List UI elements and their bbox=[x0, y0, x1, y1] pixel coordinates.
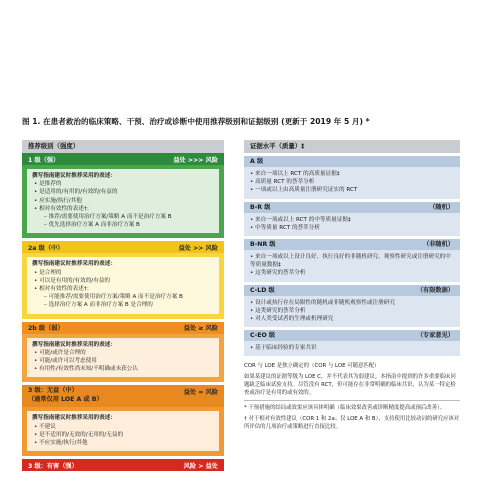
list-subitem: – 选择治疗方案 A 而非治疗方案 B 是合理的 bbox=[32, 301, 214, 309]
list-subitem: – 优先选择治疗方案 A 而非治疗方案 B bbox=[32, 221, 214, 229]
class-2b-label: 2b 级（弱） bbox=[28, 325, 64, 333]
list-subitem: – 可能推荐/需要使用治疗方案/策略 A 而不是治疗方案 B bbox=[32, 293, 214, 301]
recommendation-class-column bbox=[22, 140, 224, 471]
level-bnr-tag: （非随机） bbox=[423, 241, 454, 249]
list-item: • 不建议 bbox=[32, 423, 214, 431]
level-cld-band bbox=[244, 285, 460, 296]
level-cld-tag: （有限数据） bbox=[416, 286, 454, 294]
level-bnr-band bbox=[244, 239, 460, 250]
level-bnr-body bbox=[244, 250, 460, 282]
class-2a-label: 2a 级（中） bbox=[28, 244, 64, 252]
class-3-no-benefit-heading: 撰写指南建议时推荐采用的表述： bbox=[32, 415, 116, 422]
class-2a-ratio: 益处 >> 风险 bbox=[178, 244, 218, 252]
class-2a-phrases bbox=[27, 257, 219, 313]
list-item: • 是合理的 bbox=[32, 269, 214, 277]
level-ceo-label: C-EO 级 bbox=[250, 332, 276, 340]
level-ceo-tag: （专家意见） bbox=[416, 332, 454, 340]
list-item: • 应实施/执行/其他 bbox=[32, 197, 214, 205]
level-ceo-band bbox=[244, 330, 460, 341]
class-1-phrases bbox=[27, 169, 219, 233]
class-2b-heading: 撰写指南建议时推荐采用的表述： bbox=[32, 341, 116, 348]
list-item: • 设计或执行存在局限性的随机或非随机观察性或注册研究 bbox=[250, 299, 454, 307]
list-subitem: – 推荐/需要使用治疗方案/策略 A 而不是治疗方案 B bbox=[32, 213, 214, 221]
list-item: • 是推荐的 bbox=[32, 180, 214, 188]
level-br-body bbox=[244, 213, 460, 236]
class-3-no-benefit-phrases bbox=[27, 411, 219, 451]
level-a-body bbox=[244, 167, 460, 199]
level-a-label: A 级 bbox=[250, 158, 264, 165]
note-loe-c: 如果某建议的证据等级为 LOE C，并不代表其为弱建议。本指南中提到的许多重要临床问题缺乏临床试验支持。尽管没有 RCT，但可能存在非常明确的临床共识，认为某一特定检查或治疗是有用的或有效的。 bbox=[244, 374, 456, 397]
list-item: • 中等质量 RCT 的荟萃分析 bbox=[250, 224, 454, 232]
list-item: • 这类研究的荟萃分析 bbox=[250, 269, 454, 277]
list-item: • 高质量 RCT 的荟萃分析 bbox=[250, 178, 454, 186]
list-item: • 来自一项以上 RCT 的高质量证据‡ bbox=[250, 170, 454, 178]
list-item: • 可能/或许可以考虑使用 bbox=[32, 357, 214, 365]
class-3-no-benefit-section bbox=[22, 385, 224, 456]
class-3-no-benefit-note: （通常仅用 LOE A 或 B） bbox=[28, 395, 103, 403]
class-2b-ratio: 益处 ≥ 风险 bbox=[183, 325, 218, 333]
level-a-band bbox=[244, 156, 460, 167]
level-cld-label: C-LD 级 bbox=[250, 286, 275, 294]
evidence-level-column bbox=[244, 140, 460, 434]
list-item: • 一项或以上由高质量注册研究证实的 RCT bbox=[250, 186, 454, 194]
class-3-harm-band bbox=[22, 459, 224, 471]
list-item: • 相对有效性的表述†： bbox=[32, 285, 214, 293]
list-item: • 不应实施/执行/其他 bbox=[32, 439, 214, 447]
class-2a-section bbox=[22, 241, 224, 318]
list-item: • 是适用的/有用的/有效的/有益的 bbox=[32, 188, 214, 196]
note-comparative: † 对于相对有效性建议（COR 1 和 2a；仅 LOE A 和 B），支持使用比较动词的研究应该对所评估的几项治疗或策略进行直接比较。 bbox=[244, 416, 460, 431]
divider bbox=[244, 400, 460, 401]
figure-title: 图 1. 在患者救治的临床策略、干预、治疗或诊断中使用推荐级别和证据级别 (更新于 2019 年 5 月) * bbox=[22, 117, 370, 126]
list-item: • 有用性/有效性尚未知/不明确或未获公认 bbox=[32, 365, 214, 373]
note-outcome: * 干预措施的结局或效果应该具体明确（临床效果改善或诊断精度提高或预后改善）。 bbox=[244, 405, 446, 412]
list-item: • 是不适用的/无效的/无用的/无益的 bbox=[32, 431, 214, 439]
class-2a-band bbox=[22, 241, 224, 253]
level-ceo-body bbox=[244, 341, 460, 356]
level-br-band bbox=[244, 202, 460, 213]
class-3-harm-section bbox=[22, 459, 224, 471]
note-independence: COR 与 LOE 是独立确定的（COR 与 LOE 可随意匹配） bbox=[244, 363, 380, 370]
list-item: • 来自一项或以上设计良好、执行良好的非随机研究、观察性研究或注册研究的中等质量数据‡ bbox=[250, 253, 454, 269]
class-3-harm-ratio: 风险 > 益处 bbox=[183, 462, 218, 470]
class-1-section bbox=[22, 153, 224, 238]
class-1-band bbox=[22, 153, 224, 165]
class-2b-band bbox=[22, 322, 224, 334]
class-3-no-benefit-ratio: 益处 = 风险 bbox=[183, 389, 218, 397]
level-bnr-label: B-NR 级 bbox=[250, 241, 276, 249]
list-item: • 这类研究的荟萃分析 bbox=[250, 307, 454, 315]
class-2a-heading: 撰写指南建议时推荐采用的表述： bbox=[32, 261, 116, 268]
list-item: • 来自一项或以上 RCT 的中等质量证据‡ bbox=[250, 216, 454, 224]
class-3-no-benefit-label: 3 级：无益（中） bbox=[28, 387, 78, 395]
recommendation-class-header: 推荐级别（强度） bbox=[22, 140, 224, 153]
level-br-label: B-R 级 bbox=[250, 203, 271, 211]
class-1-label: 1 级（强） bbox=[28, 156, 60, 164]
evidence-level-header: 证据水平（质量）‡ bbox=[244, 140, 460, 153]
list-item: • 可以是有用的/有效的/有益的 bbox=[32, 277, 214, 285]
class-2b-phrases bbox=[27, 338, 219, 378]
list-item: • 可能/或许是合理的 bbox=[32, 349, 214, 357]
class-1-heading: 撰写指南建议时推荐采用的表述： bbox=[32, 173, 116, 179]
level-br-tag: （随机） bbox=[429, 203, 454, 211]
class-2b-section bbox=[22, 322, 224, 383]
level-cld-body bbox=[244, 296, 460, 328]
list-item: • 相对有效性的表述†： bbox=[32, 205, 214, 213]
class-3-no-benefit-band bbox=[22, 385, 224, 407]
class-1-ratio: 益处 >>> 风险 bbox=[173, 156, 218, 164]
footnotes bbox=[244, 362, 460, 431]
list-item: • 对人类受试者的生理或机理研究 bbox=[250, 315, 454, 323]
list-item: • 基于临床经验的专家共识 bbox=[250, 344, 454, 352]
class-3-harm-label: 3 级：有害（强） bbox=[28, 462, 78, 470]
